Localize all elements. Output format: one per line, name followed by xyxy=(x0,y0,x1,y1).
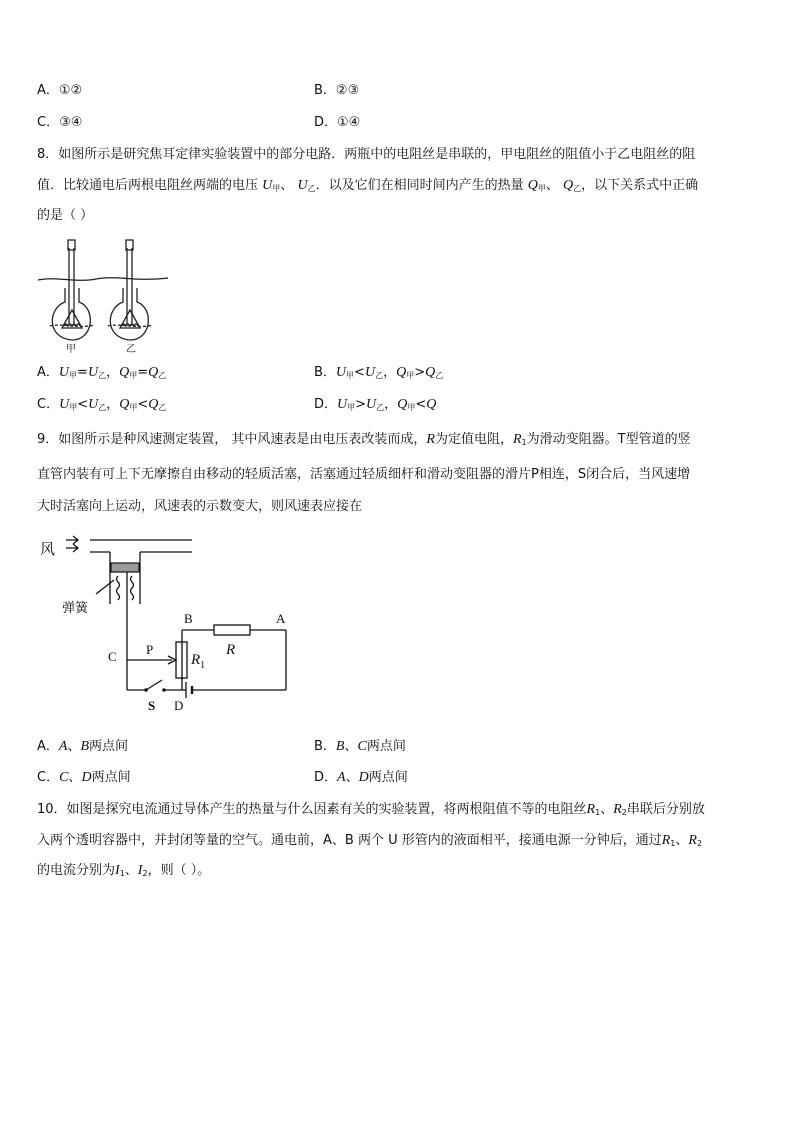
q9-label-R1: $R_1$ xyxy=(191,652,206,671)
q8-option-b[interactable]: B．$U_甲<U_乙$，$Q_甲>Q_乙$ xyxy=(314,365,444,380)
q8-stem-line3: 的是（ ） xyxy=(37,208,94,223)
q8-option-d[interactable]: D．$U_甲>U_乙$，$Q_甲<Q$ xyxy=(314,397,437,412)
q9-stem-line1: 9．如图所示是种风速测定装置， 其中风速表是由电压表改装而成，R为定值电阻，$R_1$为滑动变阻器。T型管道的竖 xyxy=(37,432,691,447)
q10-stem-line2: 入两个透明容器中，并封闭等量的空气。通电前，A、B 两个 U 形管内的液面相平，接通电源一分钟后，通过$R_1$、$R_2$ xyxy=(37,833,703,848)
q10-stem-line1: 10．如图是探究电流通过导体产生的热量与什么因素有关的实验装置，将两根阻值不等的电阻丝$R_1$、$R_2$串联后分别放 xyxy=(37,802,705,817)
q10-stem-line3: 的电流分别为$I_1$、$I_2$，则（ ）。 xyxy=(37,863,211,878)
q8-figure-label-yi: 乙 xyxy=(126,344,136,354)
q7-option-c[interactable]: C．③④ xyxy=(37,115,83,130)
q9-option-b[interactable]: B．B、C两点间 xyxy=(314,739,406,754)
q9-label-P: P xyxy=(146,642,154,657)
q9-option-c[interactable]: C．C、D两点间 xyxy=(37,770,131,785)
q9-label-D: D xyxy=(174,698,184,713)
q8-option-c[interactable]: C．$U_甲<U_乙$，$Q_甲<Q_乙$ xyxy=(37,397,167,412)
q7-option-d[interactable]: D．①④ xyxy=(314,115,361,130)
q8-stem-line2: 值．比较通电后两根电阻丝两端的电压 $U_甲$、 $U_乙$．以及它们在相同时间内产生的热量 $Q_甲$、 $Q_乙$，以下关系式中正确 xyxy=(37,178,699,193)
q7-option-b[interactable]: B．②③ xyxy=(314,83,360,98)
q9-label-wind: 风 xyxy=(40,542,56,558)
q9-label-C: C xyxy=(108,649,117,664)
q8-flask-figure xyxy=(36,236,170,354)
q7-option-a[interactable]: A．①② xyxy=(37,83,83,98)
q9-stem-line2: 直管内装有可上下无摩擦自由移动的轻质活塞，活塞通过轻质细杆和滑动变阻器的滑片P相连，S闭合后，当风速增 xyxy=(37,467,691,482)
q9-label-S: S xyxy=(148,698,156,713)
q9-label-A: A xyxy=(276,611,286,626)
q9-label-spring: 弹簧 xyxy=(62,600,89,615)
q9-option-a[interactable]: A．A、B两点间 xyxy=(37,739,129,754)
q8-figure-label-jia: 甲 xyxy=(66,344,76,354)
q8-stem-line1: 8．如图所示是研究焦耳定律实验装置中的部分电路．两瓶中的电阻丝是串联的，甲电阻丝的阻值小于乙电阻丝的阻 xyxy=(37,147,696,162)
q8-option-a[interactable]: A．$U_甲=U_乙$，$Q_甲=Q_乙$ xyxy=(37,365,167,380)
q9-circuit-figure xyxy=(36,530,302,714)
q9-label-B: B xyxy=(184,611,193,626)
q9-option-d[interactable]: D．A、D两点间 xyxy=(314,770,408,785)
q9-label-R: R xyxy=(226,642,236,658)
q9-stem-line3: 大时活塞向上运动，风速表的示数变大，则风速表应接在 xyxy=(37,499,363,514)
